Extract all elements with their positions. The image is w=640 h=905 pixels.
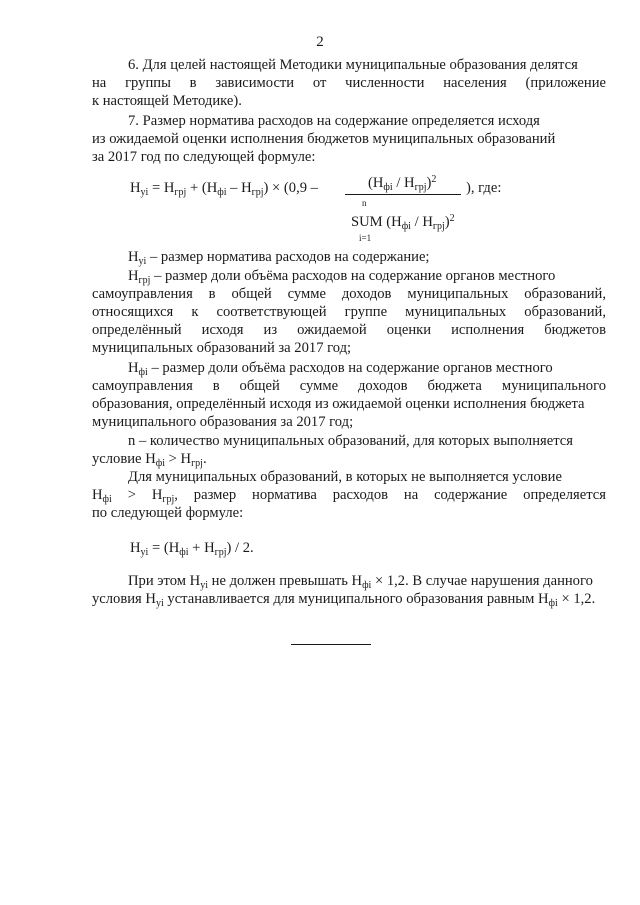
other-line2: $Н_{фі} > Н_{грj}$, размер норматива расходов на содержание определяется [92, 487, 606, 505]
def-hfi-line4: муниципального образования за 2017 год; [92, 414, 354, 430]
def-n-line2: условие $Н_{фі} > Н_{грj}$. [92, 451, 207, 469]
def-hyi: $Н_{уі}$ – размер норматива расходов на содержание; [128, 249, 430, 267]
page-number: 2 [316, 34, 324, 50]
formula-numerator: $(Н_{фі} / Н_{грj})^2$ [368, 174, 437, 193]
other-line1: Для муниципальных образований, в которых не выполняется условие [128, 469, 562, 485]
sum-upper-limit: n [362, 198, 367, 208]
other-line3: по следующей формуле: [92, 505, 244, 521]
p6-line2: на группы в зависимости от численности населения (приложение [92, 75, 606, 91]
formula-tail: ), где: [466, 180, 502, 196]
def-hgrj-line1: $Н_{грj}$ – размер доли объёма расходов на содержание органов местного [128, 268, 556, 286]
final-line2: условия $Н_{уі}$ устанавливается для муниципального образования равным $Н_{фі} \times 1,2$. [92, 591, 596, 609]
end-separator-line [291, 644, 371, 645]
final-line1: При этом $Н_{уі}$ не должен превышать $Н_{фі} \times 1,2$. В случае нарушения данного [128, 573, 593, 591]
def-hgrj-line5: муниципальных образований за 2017 год; [92, 340, 352, 356]
def-hfi-line1: $Н_{фі}$ – размер доли объёма расходов на содержание органов местного [128, 360, 553, 378]
p6-line3: к настоящей Методике). [92, 93, 242, 109]
sym-h: Н [130, 180, 141, 196]
sum-lower-limit: i=1 [359, 233, 372, 243]
def-hfi-line3: образования, определённый исходя из ожидаемой оценки исполнения бюджета [92, 396, 585, 412]
formula-denominator: SUM $(Н_{фі} / Н_{грj})^2$ [351, 213, 455, 232]
formula2: $Н_{уі} = (Н_{фі} + Н_{грj}) / 2$. [130, 540, 254, 558]
def-hgrj-line2: самоуправления в общей сумме доходов муниципальных образований, [92, 286, 606, 302]
def-hgrj-line3: относящихся к соответствующей группе муниципальных образований, [92, 304, 606, 320]
p7-line3: за 2017 год по следующей формуле: [92, 149, 316, 165]
def-hgrj-line4: определённый исходя из ожидаемой оценки исполнения бюджетов [92, 322, 606, 338]
p6-line1: 6. Для целей настоящей Методики муниципальные образования делятся [128, 57, 578, 73]
def-n-line1: n – количество муниципальных образований, для которых выполняется [128, 433, 573, 449]
p7-line2: из ожидаемой оценки исполнения бюджетов муниципальных образований [92, 131, 556, 147]
def-hfi-line2: самоуправления в общей сумме доходов бюджета муниципального [92, 378, 606, 394]
fraction-bar [345, 194, 461, 195]
p7-line1: 7. Размер норматива расходов на содержание определяется исходя [128, 113, 540, 129]
formula-main-line: $Н_{уі} = Н_{грj} + (Н_{фі} - Н_{грj}) \times (0,9$ – [130, 180, 318, 198]
